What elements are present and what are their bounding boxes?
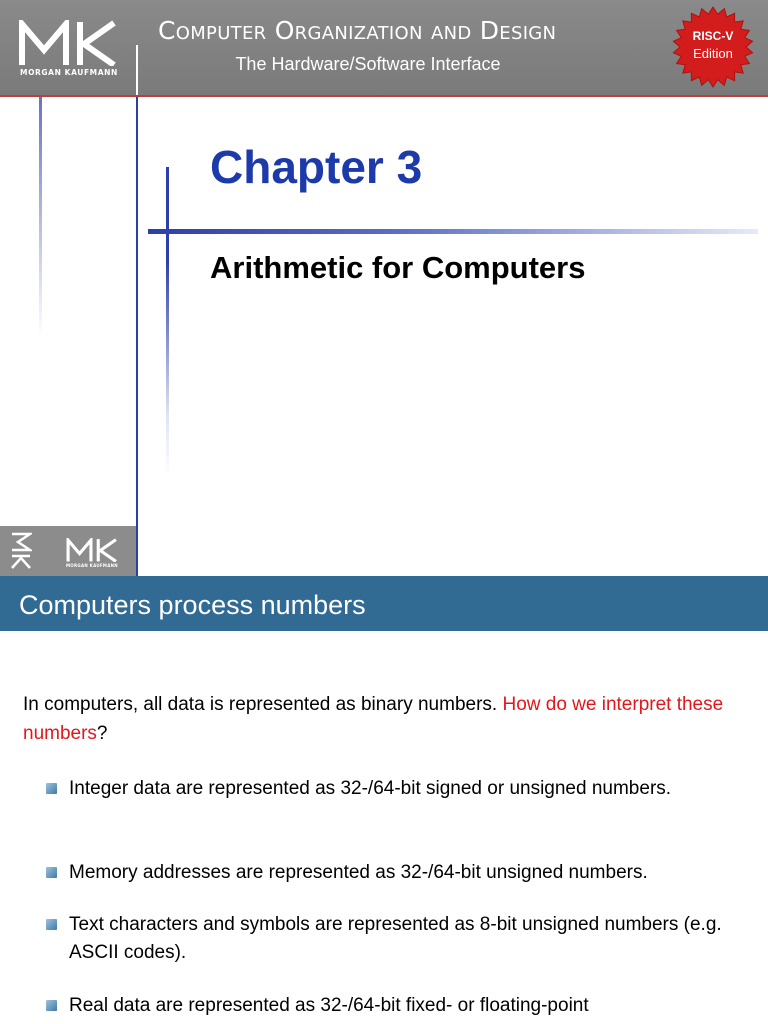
- bullet-icon: [46, 783, 57, 794]
- publisher-name: MORGAN KAUFMANN: [20, 68, 118, 77]
- mk-small-logo-icon: [66, 538, 118, 562]
- bullet-text: Text characters and symbols are represented as 8-bit unsigned numbers (e.g. ASCII codes).: [69, 914, 722, 963]
- vertical-rule: [136, 97, 138, 576]
- bullet-icon: [46, 867, 57, 878]
- badge-edition: Edition: [693, 46, 733, 61]
- bullet-text: Integer data are represented as 32-/64-bit signed or unsigned numbers.: [69, 778, 672, 799]
- book-subtitle: The Hardware/Software Interface: [235, 54, 501, 74]
- mk-logo-icon: [18, 20, 118, 66]
- badge-risc-v: RISC-V: [692, 29, 734, 43]
- intro-text: In computers, all data is represented as binary numbers.: [23, 694, 503, 715]
- intro-question: How do we interpret these numbers: [23, 694, 724, 744]
- content-slide: [0, 576, 768, 1024]
- book-title: Computer Organization and Design: [158, 16, 557, 45]
- bullet-icon: [46, 1000, 57, 1011]
- slide-header: [0, 576, 768, 631]
- mk-rotated-logo-icon: [10, 532, 32, 570]
- slide-title: Computers process numbers: [19, 590, 366, 620]
- bullet-text: Memory addresses are represented as 32-/64-bit unsigned numbers.: [69, 862, 648, 883]
- horizontal-rule: [148, 229, 758, 234]
- bullet-icon: [46, 919, 57, 930]
- vertical-fade-rule: [166, 167, 169, 477]
- logo-divider: [136, 45, 138, 95]
- chapter-subtitle: Arithmetic for Computers: [210, 250, 586, 285]
- intro-end: ?: [96, 723, 108, 744]
- bullet-text: Real data are represented as 32-/64-bit fixed- or floating-point: [69, 995, 589, 1016]
- vertical-fade-rule: [39, 97, 42, 337]
- intro-paragraph: [23, 690, 733, 748]
- banner-rule: [0, 95, 768, 97]
- chapter-title: Chapter 3: [210, 141, 423, 193]
- publisher-name-small: MORGAN KAUFMANN: [66, 563, 118, 568]
